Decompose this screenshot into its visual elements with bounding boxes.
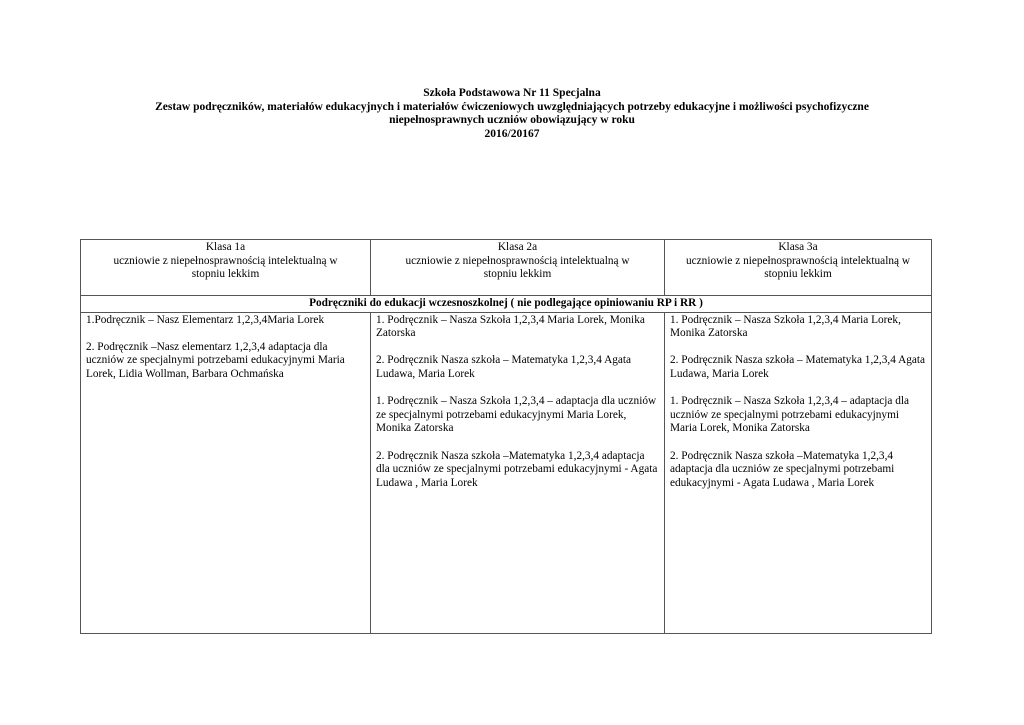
class-name: Klasa 2a [497, 241, 538, 253]
column-header-klasa-1a [81, 240, 371, 296]
textbook-entry: 2. Podręcznik Nasza szkoła – Matematyka 1,2,3,4 Agata Ludawa, Maria Lorek [670, 354, 926, 380]
table-header-row [81, 240, 932, 296]
document-title: Zestaw podręczników, materiałów edukacyjnych i materiałów ćwiczeniowych uwzględniających potrzeby edukacyjne i możliwości psychofizyczne [155, 100, 869, 113]
textbook-entry: 2. Podręcznik Nasza szkoła –Matematyka 1,2,3,4 adaptacja dla uczniów ze specjalnymi potrzebami edukacyjnymi - Agata Ludawa , Maria Lorek [376, 449, 658, 489]
class-description: uczniowie z niepełnosprawnością intelektualną w [113, 254, 338, 267]
table-row [81, 312, 932, 633]
cell-klasa-2a [371, 312, 665, 633]
document-title-continued: niepełnosprawnych uczniów obowiązujący w roku [389, 114, 635, 126]
cell-klasa-3a [665, 312, 932, 633]
class-description: uczniowie z niepełnosprawnością intelektualną w [686, 254, 910, 267]
textbook-entry: 1. Podręcznik – Nasza Szkoła 1,2,3,4 Maria Lorek, Monika Zatorska [376, 313, 645, 340]
column-header-klasa-3a [665, 240, 932, 296]
class-description-level: stopniu lekkim [191, 268, 260, 281]
textbook-entry: 1. Podręcznik – Nasza Szkoła 1,2,3,4 – adaptacja dla uczniów ze specjalnymi potrzebami edukacyjnymi Maria Lorek, Monika Zatorska [376, 395, 657, 435]
school-name: Szkoła Podstawowa Nr 11 Specjalna [423, 87, 601, 99]
section-title: Podręczniki do edukacji wczesnoszkolnej ( nie podlegające opiniowaniu RP i RR ) [81, 296, 932, 313]
cell-klasa-1a [81, 312, 371, 633]
textbook-entry: 2. Podręcznik –Nasz elementarz 1,2,3,4 adaptacja dla uczniów ze specjalnymi potrzebami edukacyjnymi Maria Lorek, Lidia Wollman, Barbara Ochmańska [86, 340, 345, 380]
column-header-klasa-2a [371, 240, 665, 296]
school-year: 2016/20167 [484, 127, 540, 140]
textbook-table [80, 239, 932, 634]
textbook-entry: 1.Podręcznik – Nasz Elementarz 1,2,3,4Maria Lorek [86, 313, 325, 326]
textbook-entry: 2. Podręcznik Nasza szkoła – Matematyka 1,2,3,4 Agata Ludawa, Maria Lorek [376, 354, 632, 380]
class-name: Klasa 1a [205, 241, 246, 253]
textbook-entry: 1. Podręcznik – Nasza Szkoła 1,2,3,4 Maria Lorek, Monika Zatorska [670, 313, 901, 340]
textbook-entry: 1. Podręcznik – Nasza Szkoła 1,2,3,4 – adaptacja dla uczniów ze specjalnymi potrzebami edukacyjnymi Maria Lorek, Monika Zatorska [670, 395, 910, 435]
class-description-level: stopniu lekkim [483, 268, 552, 281]
document-header [80, 87, 944, 141]
textbook-entry: 2. Podręcznik Nasza szkoła –Matematyka 1,2,3,4 adaptacja dla uczniów ze specjalnymi potrzebami edukacyjnymi - Agata Ludawa , Maria Lorek [670, 449, 895, 489]
section-row [81, 296, 932, 313]
class-name: Klasa 3a [778, 241, 818, 253]
class-description: uczniowie z niepełnosprawnością intelektualną w [405, 254, 630, 267]
class-description-level: stopniu lekkim [764, 268, 832, 281]
